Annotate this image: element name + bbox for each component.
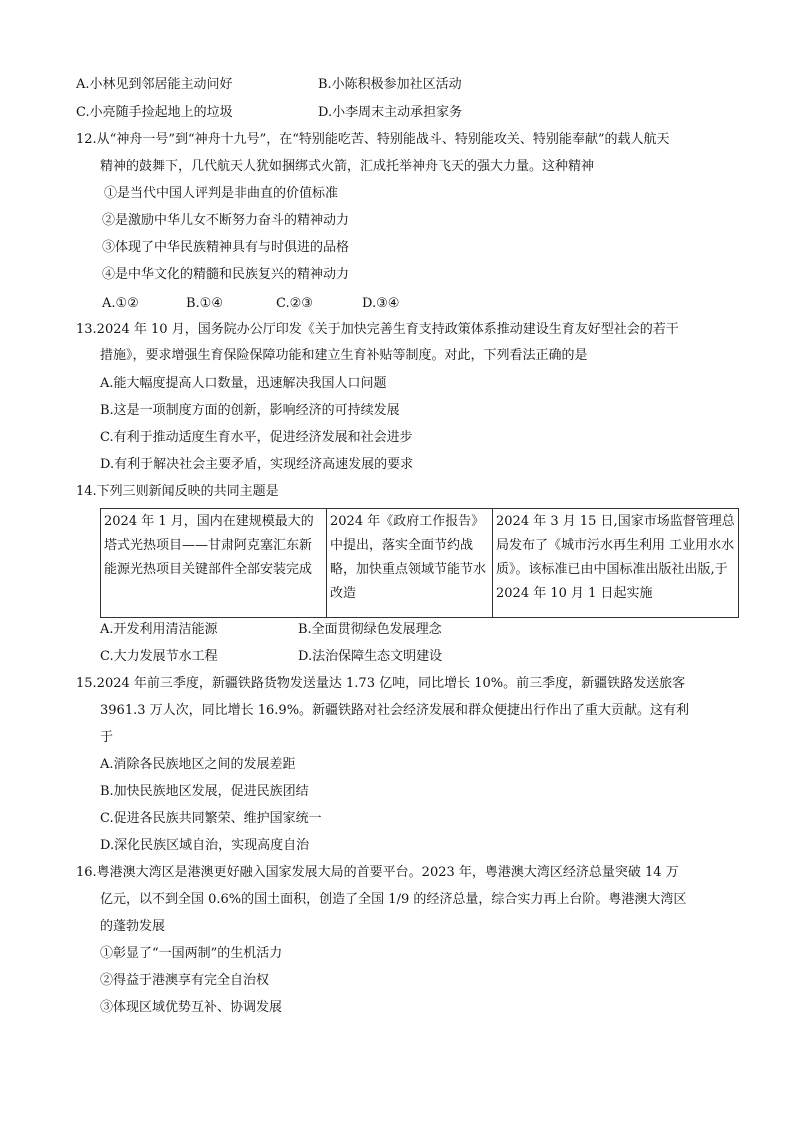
q11-option-d: D.小李周末主动承担家务: [318, 105, 463, 120]
q14-news-table: [100, 508, 739, 618]
q14-news-1: 2024 年 1 月，国内在建规模最大的塔式光热项目——甘肃阿克塞汇东新能源光热项目关键部件全部安装完成: [101, 509, 327, 618]
q14-option-c: C.大力发展节水工程: [100, 649, 218, 664]
q15-option-a: A.消除各民族地区之间的发展差距: [100, 757, 296, 772]
q14-stem: 14.下列三则新闻反映的共同主题是: [76, 484, 279, 499]
q11-option-b: B.小陈积极参加社区活动: [318, 77, 462, 92]
q14-options-row-1: [100, 621, 740, 639]
q15-stem-line-3: 于: [100, 730, 114, 745]
q12-statement-1: ①是当代中国人评判是非曲直的价值标准: [104, 186, 339, 201]
q16-statement-1: ①彰显了“一国两制”的生机活力: [100, 946, 283, 961]
q12-statement-3: ③体现了中华民族精神具有与时俱进的品格: [102, 240, 350, 255]
q14-option-a: A.开发利用清洁能源: [100, 622, 218, 637]
q16-stem-line-1: 16.粤港澳大湾区是港澳更好融入国家发展大局的首要平台。2023 年，粤港澳大湾区经济总量突破 14 万: [76, 865, 679, 880]
q15-option-b: B.加快民族地区发展，促进民族团结: [100, 784, 309, 799]
q14-news-2: 2024 年《政府工作报告》中提出，落实全面节约战略，加快重点领域节能节水改造: [327, 509, 493, 618]
q12-stem-line-1: 12.从“神舟一号”到“神舟十九号”，在“特别能吃苦、特别能战斗、特别能攻关、特别能奉献”的载人航天: [76, 132, 670, 147]
q13-option-c: C.有利于推动适度生育水平，促进经济发展和社会进步: [100, 430, 413, 445]
q15-stem-line-2: 3961.3 万人次，同比增长 16.9%。新疆铁路对社会经济发展和群众便捷出行作出了重大贡献。这有利: [100, 703, 690, 718]
q12-option-c: C.②③: [276, 296, 313, 311]
q13-stem-line-2: 措施》，要求增强生育保险保障功能和建立生育补贴等制度。对此，下列看法正确的是: [100, 348, 588, 363]
q12-statement-2: ②是激励中华儿女不断努力奋斗的精神动力: [102, 213, 350, 228]
q11-option-a: A.小林见到邻居能主动问好: [76, 77, 233, 92]
q12-options-row: [102, 295, 502, 313]
q11-options-row-1: [76, 76, 716, 94]
q14-news-3: 2024 年 3 月 15 日,国家市场监督管理总局发布了《城市污水再生利用 工业用水水质》。该标准已由中国标准出版社出版,于 2024 年 10 月 1 日起实施: [493, 509, 739, 618]
q14-options-row-2: [100, 648, 740, 666]
q12-option-b: B.①④: [186, 296, 223, 311]
q13-option-a: A.能大幅度提高人口数量，迅速解决我国人口问题: [100, 376, 387, 391]
q12-option-a: A.①②: [102, 296, 139, 311]
table-row: [101, 509, 739, 618]
q13-option-b: B.这是一项制度方面的创新，影响经济的可持续发展: [100, 403, 400, 418]
q12-option-d: D.③④: [362, 296, 400, 311]
q15-option-d: D.深化民族区域自治，实现高度自治: [100, 838, 310, 853]
q15-option-c: C.促进各民族共同繁荣、维护国家统一: [100, 811, 322, 826]
q11-option-c: C.小亮随手捡起地上的垃圾: [76, 105, 233, 120]
q11-options-row-2: [76, 104, 716, 122]
q13-option-d: D.有利于解决社会主要矛盾，实现经济高速发展的要求: [100, 457, 414, 472]
q16-stem-line-2: 亿元，以不到全国 0.6%的国土面积，创造了全国 1/9 的经济总量，综合实力再上台阶。粤港澳大湾区: [100, 892, 687, 907]
q16-statement-3: ③体现区域优势互补、协调发展: [100, 1000, 283, 1015]
q15-stem-line-1: 15.2024 年前三季度，新疆铁路货物发送量达 1.73 亿吨，同比增长 10%。前三季度，新疆铁路发送旅客: [76, 676, 686, 691]
q12-statement-4: ④是中华文化的精髓和民族复兴的精神动力: [102, 267, 350, 282]
q14-option-d: D.法治保障生态文明建设: [298, 649, 443, 664]
q14-option-b: B.全面贯彻绿色发展理念: [298, 622, 442, 637]
q13-stem-line-1: 13.2024 年 10 月，国务院办公厅印发《关于加快完善生育支持政策体系推动建设生育友好型社会的若干: [76, 322, 679, 337]
q16-stem-line-3: 的蓬勃发展: [100, 919, 166, 934]
q16-statement-2: ②得益于港澳享有完全自治权: [100, 973, 270, 988]
q12-stem-line-2: 精神的鼓舞下，几代航天人犹如捆绑式火箭，汇成托举神舟飞天的强大力量。这种精神: [100, 159, 595, 174]
